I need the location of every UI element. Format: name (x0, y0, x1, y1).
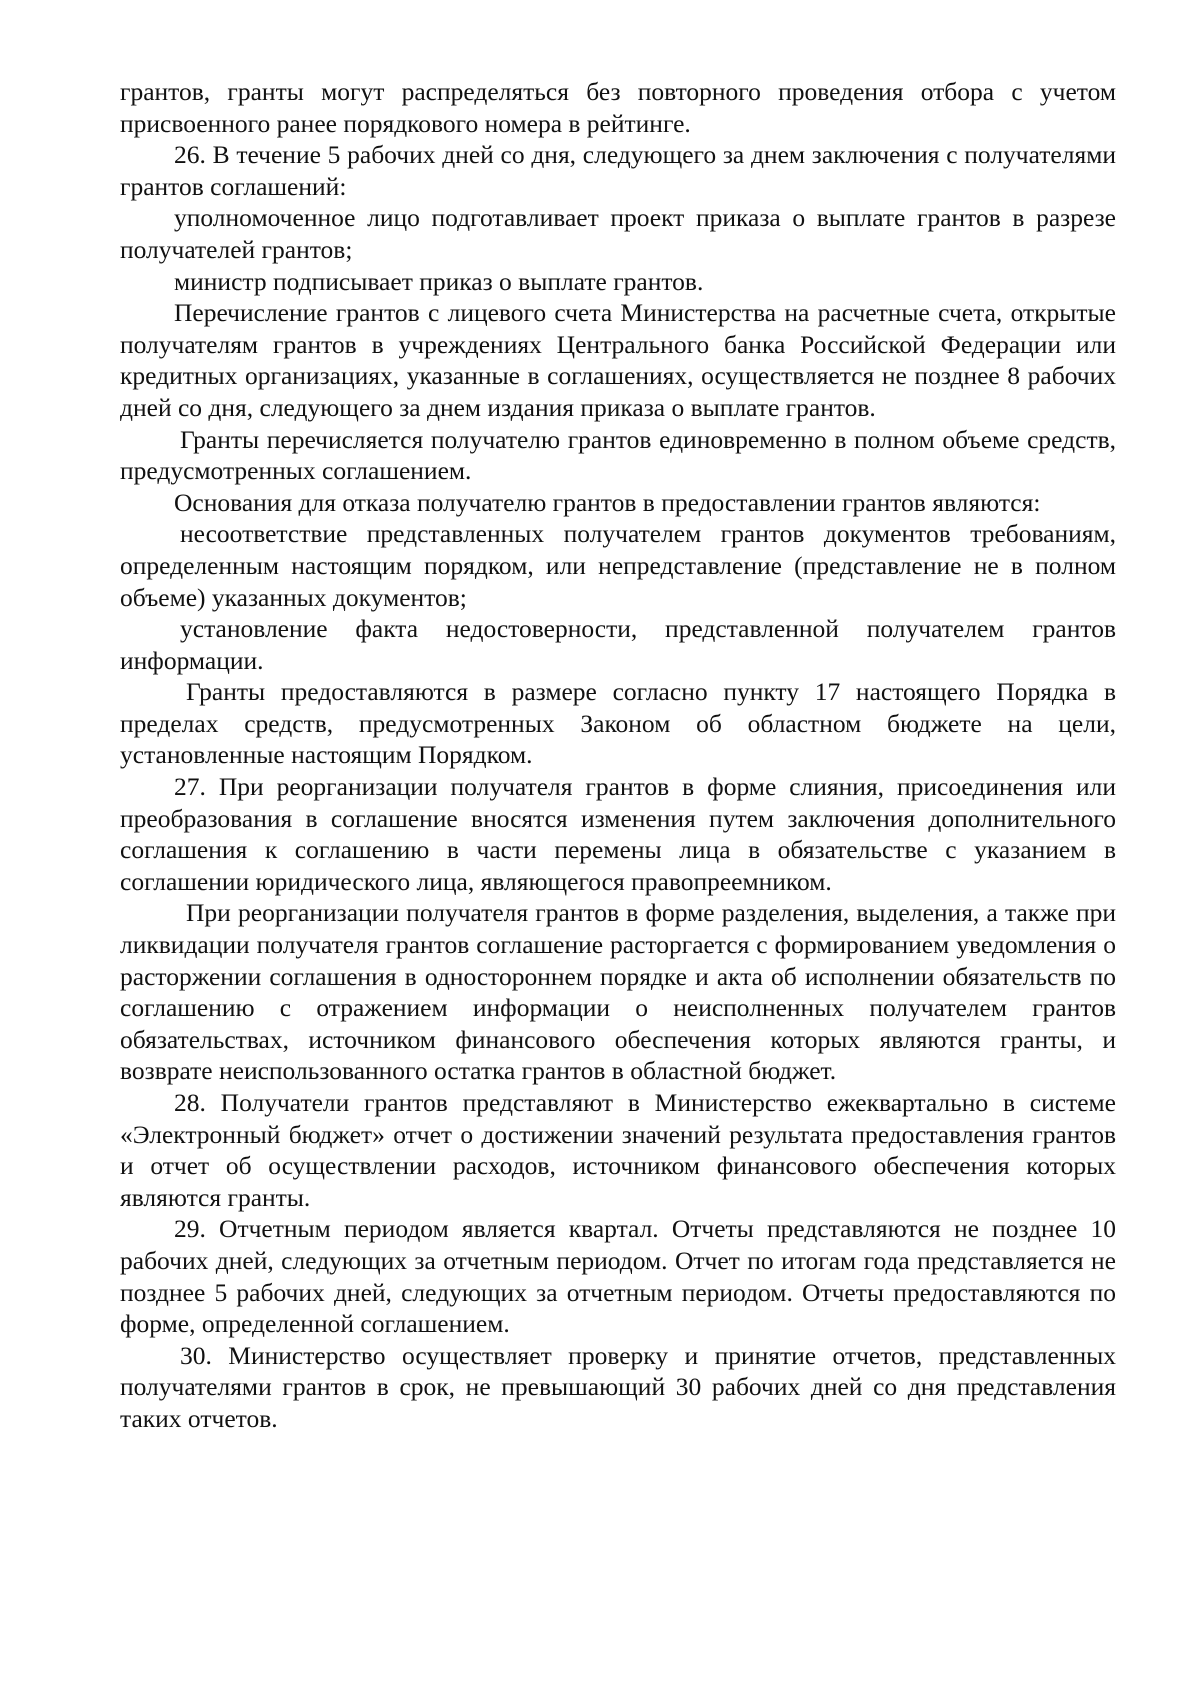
paragraph-minister-signs: министр подписывает приказ о выплате грантов. (174, 266, 704, 296)
paragraph-grant-amount: Гранты предоставляются в размере согласно пункту 17 настоящего Порядка в пределах средств, предусмотренных Законом об областном бюджете на цели, установленные настоящим Порядком. (120, 677, 1116, 770)
paragraph-lump-sum: Гранты перечисляется получателю грантов единовременно в полном объеме средств, предусмотренных соглашением. (120, 424, 1116, 486)
paragraph-noncompliance: несоответствие представленных получателем грантов документов требованиям, определенным настоящим порядком, или непредставление (представление не в полном объеме) указанных документов; (120, 519, 1116, 612)
paragraph-clause-27: 27. При реорганизации получателя грантов в форме слияния, присоединения или преобразования в соглашение вносятся изменения путем заключения дополнительного соглашения к соглашению в части перемены лица в обязательстве с указанием в соглашении юридического лица, являющегося правопреемником. (120, 772, 1116, 896)
paragraph-clause-26: 26. В течение 5 рабочих дней со дня, следующего за днем заключения с получателями грантов соглашений: (120, 140, 1116, 201)
paragraph-clause-29: 29. Отчетным периодом является квартал. Отчеты представляются не позднее 10 рабочих дней, следующих за отчетным периодом. Отчет по итогам года представляется не позднее 5 рабочих дней, следующих за отчетным периодом. Отчеты предоставляются по форме, определенной соглашением. (120, 1214, 1116, 1339)
paragraph-reorganization-division: При реорганизации получателя грантов в форме разделения, выделения, а также при ликвидации получателя грантов соглашение расторгается с формированием уведомления о расторжении соглашения в одностороннем порядке и акта об исполнении обязательств по соглашению с отражением информации о неисполненных получателем грантов обязательствах, источником финансового обеспечения которых являются гранты, и возврате неиспользованного остатка грантов в областной бюджет. (120, 898, 1116, 1086)
paragraph-clause-28: 28. Получатели грантов представляют в Министерство ежеквартально в системе «Электронный бюджет» отчет о достижении значений результата предоставления грантов и отчет об осуществлении расходов, источником финансового обеспечения которых являются гранты. (120, 1088, 1116, 1212)
paragraph-authorized-person: уполномоченное лицо подготавливает проект приказа о выплате грантов в разрезе получателей грантов; (120, 203, 1116, 264)
paragraph-unreliable-info: установление факта недостоверности, представленной получателем грантов информации. (120, 614, 1116, 675)
paragraph-transfer-of-grants: Перечисление грантов с лицевого счета Министерства на расчетные счета, открытые получателям грантов в учреждениях Центрального банка Российской Федерации или кредитных организациях, указанные в соглашениях, осуществляется не позднее 8 рабочих дней со дня, следующего за днем издания приказа о выплате грантов. (120, 298, 1116, 422)
paragraph-grants-continuation: грантов, гранты могут распределяться без повторного проведения отбора с учетом присвоенного ранее порядкового номера в рейтинге. (120, 77, 1116, 138)
paragraph-refusal-grounds: Основания для отказа получателю грантов в предоставлении грантов являются: (174, 487, 1041, 517)
document-body (120, 76, 1116, 1435)
paragraph-clause-30: 30. Министерство осуществляет проверку и принятие отчетов, представленных получателями грантов в срок, не превышающий 30 рабочих дней со дня представления таких отчетов. (120, 1340, 1116, 1433)
